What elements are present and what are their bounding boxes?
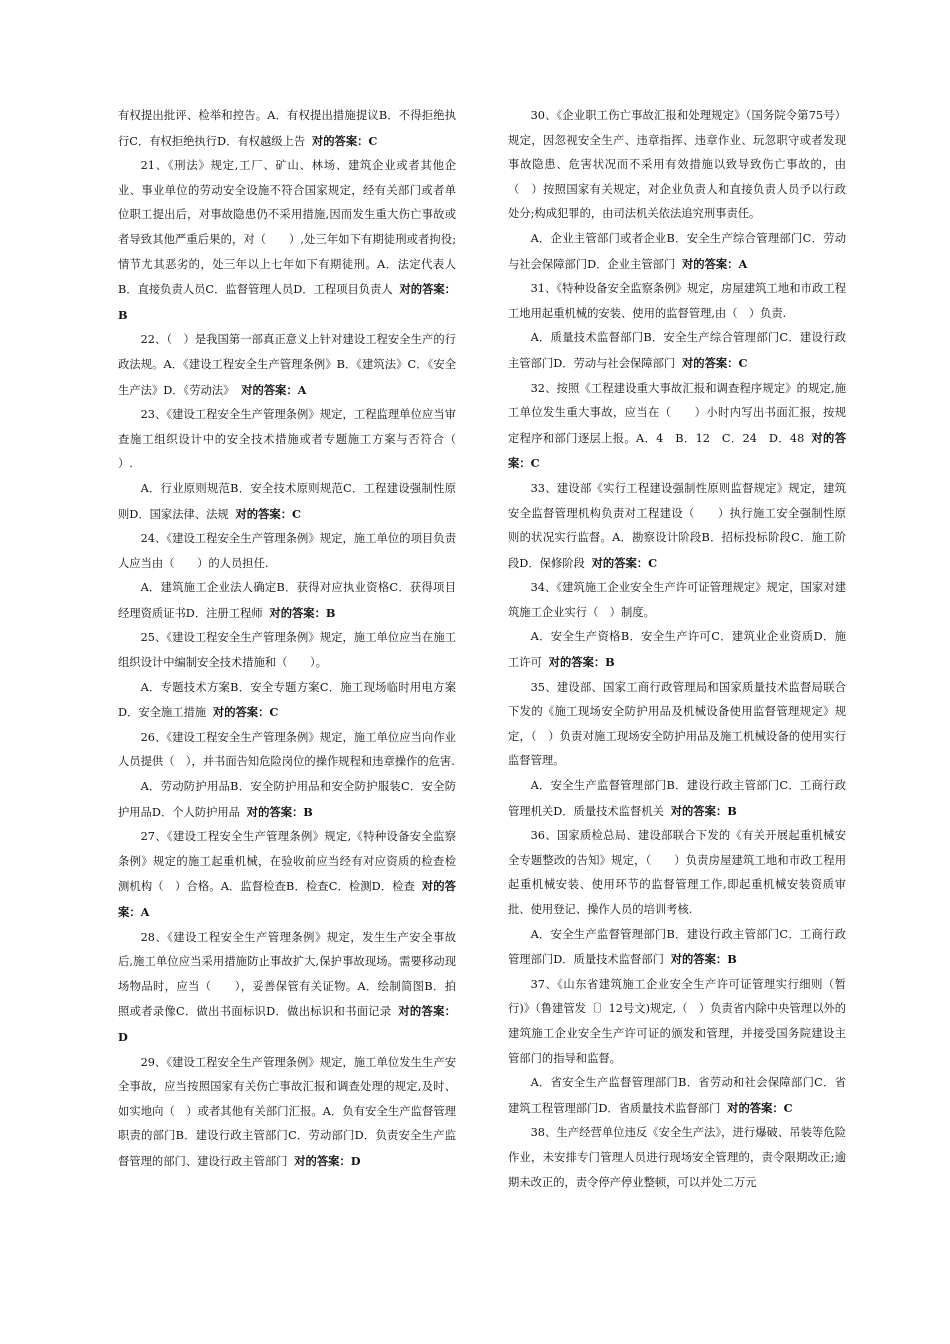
answer-value: C: [783, 1100, 793, 1115]
question-paragraph: [508, 625, 846, 675]
question-paragraph: [508, 676, 846, 774]
question-text: A．安全生产监督管理部门B．建设行政主管部门C．工商行政管理机关D．质量技术监督机关: [508, 779, 846, 818]
question-paragraph: [508, 326, 846, 376]
question-paragraph: [118, 626, 456, 675]
question-text: A．质量技术监督部门B．安全生产综合管理部门C．建设行政主管部门D．劳动与社会保障部门: [508, 331, 846, 370]
question-text: 37、《山东省建筑施工企业安全生产许可证管理实行细则（暂行)》（鲁建管发〔〕12号文)规定,（ ）负责省内除中央管理以外的建筑施工企业安全生产许可证的颁发和管理，并接受国务院建设主管部门的指导和监督。: [508, 977, 846, 1065]
question-text: 29、《建设工程安全生产管理条例》规定，施工单位发生生产安全事故，应当按照国家有关伤亡事故汇报和调查处理的规定,及时、如实地向（ ）或者其他有关部门汇报。A．负有安全生产监督管理职责的部门B．建设行政主管部门C．劳动部门D．负责安全生产监督管理的部门、建设行政主管部门: [118, 1055, 456, 1168]
answer-label: 对的答案：: [269, 605, 326, 620]
question-text: A．行业原则规范B．安全技术原则规范C．工程建设强制性原则D．国家法律、法规: [118, 481, 456, 521]
question-text: A．企业主管部门或者企业B．安全生产综合管理部门C．劳动与社会保障部门D．企业主管部门: [508, 231, 846, 271]
answer-value: C: [648, 555, 658, 570]
question-text: A．安全生产资格B．安全生产许可C．建筑业企业资质D．施工许可: [508, 630, 846, 670]
question-text: 38、生产经营单位违反《安全生产法》，进行爆破、吊装等危险作业，未安排专门管理人员进行现场安全管理的，责令限期改正;逾期未改正的，责令停产停业整顿，可以并处二万元: [508, 1126, 846, 1189]
answer-value: C: [269, 705, 279, 720]
question-paragraph: [118, 1051, 456, 1175]
answer-value: A: [297, 382, 307, 397]
question-paragraph: [508, 576, 846, 625]
answer-value: A: [140, 905, 150, 919]
answer-label: 对的答案：: [241, 382, 298, 397]
answer-value: A: [738, 256, 748, 271]
question-paragraph: [508, 824, 846, 922]
answer-value: B: [325, 605, 336, 620]
question-text: 22、（ ）是我国第一部真正意义上针对建设工程安全生产的行政法规。A．《建设工程安全生产管理条例》B．《建筑法》C．《安全生产法》D．《劳动法》: [118, 333, 456, 397]
answer-label: 对的答案：: [294, 1153, 351, 1168]
question-paragraph: [118, 328, 456, 403]
question-paragraph: [118, 775, 456, 825]
answer-label: 对的答案：: [246, 804, 304, 819]
question-text: 33、建设部《实行工程建设强制性原则监督规定》规定，建筑安全监督管理机构负责对工程建设（ ）执行施工安全强制性原则的状况实行监督。A．勘察设计阶段B．招标投标阶段C．施工阶段D．保修阶段: [508, 481, 846, 570]
question-paragraph: [508, 1071, 846, 1121]
answer-label: 对的答案：: [591, 555, 649, 570]
answer-value: C: [368, 133, 378, 148]
question-text: A．安全生产监督管理部门B．建设行政主管部门C．工商行政管理部门D．质量技术监督部门: [508, 927, 846, 967]
question-text: 35、建设部、国家工商行政管理局和国家质量技术监督局联合下发的《施工现场安全防护用品及机械设备使用监督管理规定》规定，（ ）负责对施工现场安全防护用品及施工机械设备的使用实行监督管理。: [508, 680, 846, 768]
question-paragraph: [118, 576, 456, 626]
answer-value: D: [350, 1153, 361, 1168]
answer-value: B: [303, 804, 313, 819]
question-paragraph: [508, 104, 846, 227]
question-text: 24、《建设工程安全生产管理条例》规定，施工单位的项目负责人应当由（ ）的人员担任.: [118, 532, 456, 570]
answer-value: B: [727, 952, 737, 967]
answer-label: 对的答案：: [235, 506, 292, 521]
question-text: 32、按照《工程建设重大事故汇报和调查程序规定》的规定,施工单位发生重大事故，应当在（ ）小时内写出书面汇报，按规定程序和部门逐层上报。A．4 B．12 C．24 D．48: [508, 381, 846, 445]
answer-label: 对的答案：: [548, 655, 606, 670]
question-text: 23、《建设工程安全生产管理条例》规定，工程监理单位应当审查施工组织设计中的安全技术措施或者专题施工方案与否符合（ ）.: [118, 408, 479, 471]
question-text: A．专题技术方案B．安全专题方案C．施工现场临时用电方案D．安全施工措施: [118, 680, 456, 720]
answer-label: 对的答案：: [399, 282, 456, 297]
question-paragraph: [118, 104, 456, 154]
question-paragraph: [118, 926, 456, 1051]
answer-label: 对的答案：: [727, 1100, 784, 1115]
answer-label: 对的答案：: [681, 355, 739, 370]
answer-label: 对的答案：: [398, 1004, 456, 1019]
question-text: 26、《建设工程安全生产管理条例》规定，施工单位应当向作业人员提供（ ），并书面告知危险岗位的操作规程和违章操作的危害.: [118, 730, 456, 769]
answer-label: 对的答案：: [670, 803, 728, 818]
answer-label: 对的答案：: [681, 256, 739, 271]
question-text: 27、《建设工程安全生产管理条例》规定,《特种设备安全监察条例》规定的施工起重机械，在验收前应当经有对应资质的检查检测机构（ ）合格。A．监督检查B．检查C．检测D．检查: [118, 830, 456, 894]
answer-label: 对的答案：: [508, 430, 846, 471]
question-paragraph: [508, 1121, 846, 1195]
question-paragraph: [508, 477, 846, 576]
question-text: 21、《刑法》规定,工厂、矿山、林场、建筑企业或者其他企业、事业单位的劳动安全设施不符合国家规定，经有关部门或者单位职工提出后，对事故隐患仍不采用措施,因而发生重大伤亡事故或者导致其他严重后果的，对（ ）,处三年如下有期徒刑或者拘役;情节尤其恶劣的，处三年以上七年如下有期徒刑。A．法定代表人B．直接负责人员C．监督管理人员D．工程项目负责人: [118, 159, 456, 297]
question-text: 36、国家质检总局、建设部联合下发的《有关开展起重机械安全专题整改的告知》规定，（ ）负责房屋建筑工地和市政工程用起重机械安装、使用环节的监督管理工作,即起重机械安装资质审批、使用登记、操作人员的培训考核.: [508, 829, 846, 916]
question-paragraph: [508, 227, 846, 277]
answer-value: B: [118, 307, 128, 322]
answer-label: 对的答案：: [670, 952, 728, 967]
answer-value: B: [605, 655, 615, 670]
question-text: A．省安全生产监督管理部门B．省劳动和社会保障部门C．省建筑工程管理部门D．省质量技术监督部门: [508, 1076, 846, 1115]
question-paragraph: [508, 923, 846, 973]
question-text: A．建筑施工企业法人确定B．获得对应执业资格C．获得项目经理资质证书D．注册工程师: [118, 581, 456, 620]
question-paragraph: [118, 527, 456, 576]
question-text: 25、《建设工程安全生产管理条例》规定，施工单位应当在施工组织设计中编制安全技术措施和（ ）。: [118, 631, 456, 670]
question-paragraph: [508, 377, 846, 477]
question-paragraph: [118, 154, 456, 328]
question-paragraph: [508, 973, 846, 1071]
answer-value: D: [118, 1029, 128, 1044]
question-text: 有权提出批评、检举和控告。A．有权提出措施提议B．不得拒绝执行C．有权拒绝执行D．有权越级上告: [118, 109, 456, 148]
right-column: [508, 104, 846, 1195]
question-paragraph: [118, 726, 456, 775]
answer-label: 对的答案：: [212, 705, 270, 720]
question-paragraph: [508, 277, 846, 326]
question-paragraph: [118, 477, 456, 527]
question-text: 30、《企业职工伤亡事故汇报和处理规定》（国务院令第75号）规定，因忽视安全生产、违章指挥、违章作业、玩忽职守或者发现事故隐患、危害状况而不采用有效措施以致导致伤亡事故的，由（ ）按照国家有关规定，对企业负责人和直接负责人员予以行政处分;构成犯罪的，由司法机关依法追究刑事责任。: [508, 109, 846, 221]
answer-value: C: [530, 456, 540, 471]
question-paragraph: [118, 825, 456, 925]
answer-value: C: [738, 355, 748, 370]
answer-label: 对的答案：: [118, 879, 456, 919]
question-paragraph: [508, 774, 846, 824]
left-column: [118, 104, 479, 1175]
answer-value: C: [292, 506, 301, 521]
question-text: 31、《特种设备安全监察条例》规定，房屋建筑工地和市政工程工地用起重机械的安装、使用的监督管理,由（ ）负责.: [508, 282, 846, 320]
question-paragraph: [118, 676, 456, 726]
question-text: 34、《建筑施工企业安全生产许可证管理规定》规定，国家对建筑施工企业实行（ ）制度。: [508, 581, 846, 619]
question-text: 28、《建设工程安全生产管理条例》规定，发生生产安全事故后,施工单位应当采用措施防止事故扩大,保护事故现场。需要移动现场物品时，应当（ ），妥善保管有关证物。A．绘制简图B．拍照或者录像C．做出书面标识D．做出标识和书面记录: [118, 930, 456, 1019]
question-paragraph: [118, 403, 479, 477]
question-text: A．劳动防护用品B．安全防护用品和安全防护服装C．安全防护用品D．个人防护用品: [118, 780, 456, 819]
answer-label: 对的答案：: [311, 133, 369, 148]
answer-value: B: [727, 803, 737, 818]
